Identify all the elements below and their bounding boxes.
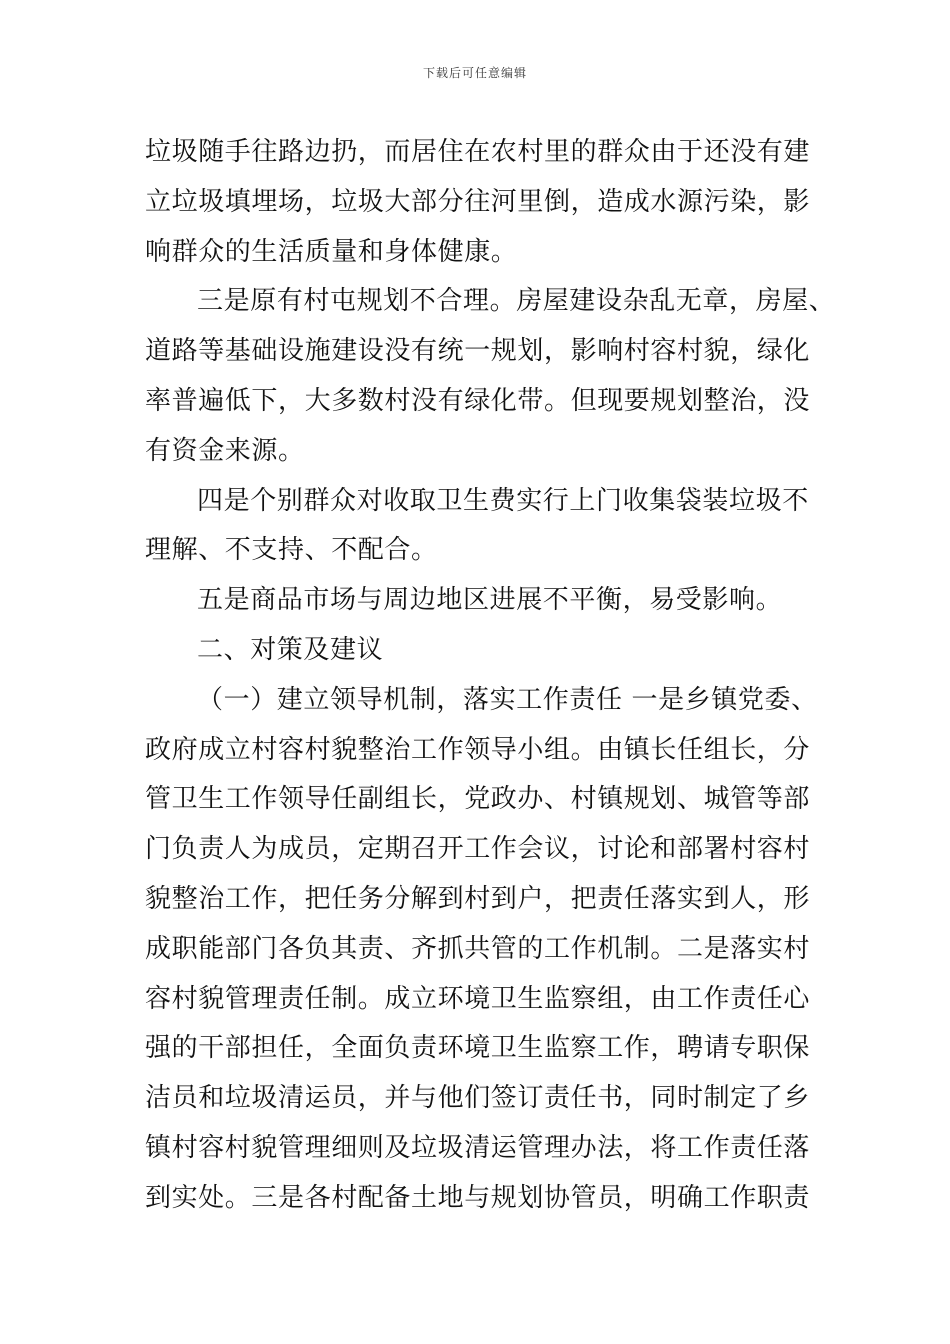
text-line: 镇村容村貌管理细则及垃圾清运管理办法，将工作责任落 xyxy=(145,1132,811,1163)
text-line: 成职能部门各负其责、齐抓共管的工作机制。二是落实村 xyxy=(145,933,811,964)
text-line: 理解、不支持、不配合。 xyxy=(145,535,438,566)
text-line: 四是个别群众对收取卫生费实行上门收集袋装垃圾不 xyxy=(197,485,809,516)
text-line: 门负责人为成员，定期召开工作会议，讨论和部署村容村 xyxy=(145,834,811,865)
text-line: 管卫生工作领导任副组长，党政办、村镇规划、城管等部 xyxy=(145,784,811,815)
text-line: 洁员和垃圾清运员，并与他们签订责任书，同时制定了乡 xyxy=(145,1083,811,1114)
text-line: 率普遍低下，大多数村没有绿化带。但现要规划整治，没 xyxy=(145,385,811,416)
text-line: 响群众的生活质量和身体健康。 xyxy=(145,236,518,267)
text-line: 三是原有村屯规划不合理。房屋建设杂乱无章，房屋、 xyxy=(197,286,836,317)
text-line: 垃圾随手往路边扔，而居住在农村里的群众由于还没有建 xyxy=(145,137,811,167)
page-header: 下载后可任意编辑 xyxy=(422,66,527,80)
section-heading: 二、对策及建议 xyxy=(197,634,384,665)
text-line: 貌整治工作，把任务分解到村到户，把责任落实到人，形 xyxy=(145,883,811,914)
text-line: 强的干部担任，全面负责环境卫生监察工作，聘请专职保 xyxy=(145,1033,811,1064)
text-line: 有资金来源。 xyxy=(145,435,305,466)
text-line: （一）建立领导机制，落实工作责任 一是乡镇党委、 xyxy=(197,684,818,715)
body-text xyxy=(145,128,836,1224)
text-line: 政府成立村容村貌整治工作领导小组。由镇长任组长，分 xyxy=(145,734,811,765)
text-line: 到实处。三是各村配备土地与规划协管员，明确工作职责 xyxy=(145,1182,811,1213)
text-line: 五是商品市场与周边地区进展不平衡，易受影响。 xyxy=(197,585,783,616)
text-line: 立垃圾填埋场，垃圾大部分往河里倒，造成水源污染，影 xyxy=(145,186,811,217)
text-line: 道路等基础设施建设没有统一规划，影响村容村貌，绿化 xyxy=(145,336,811,367)
text-line: 容村貌管理责任制。成立环境卫生监察组，由工作责任心 xyxy=(145,983,811,1014)
